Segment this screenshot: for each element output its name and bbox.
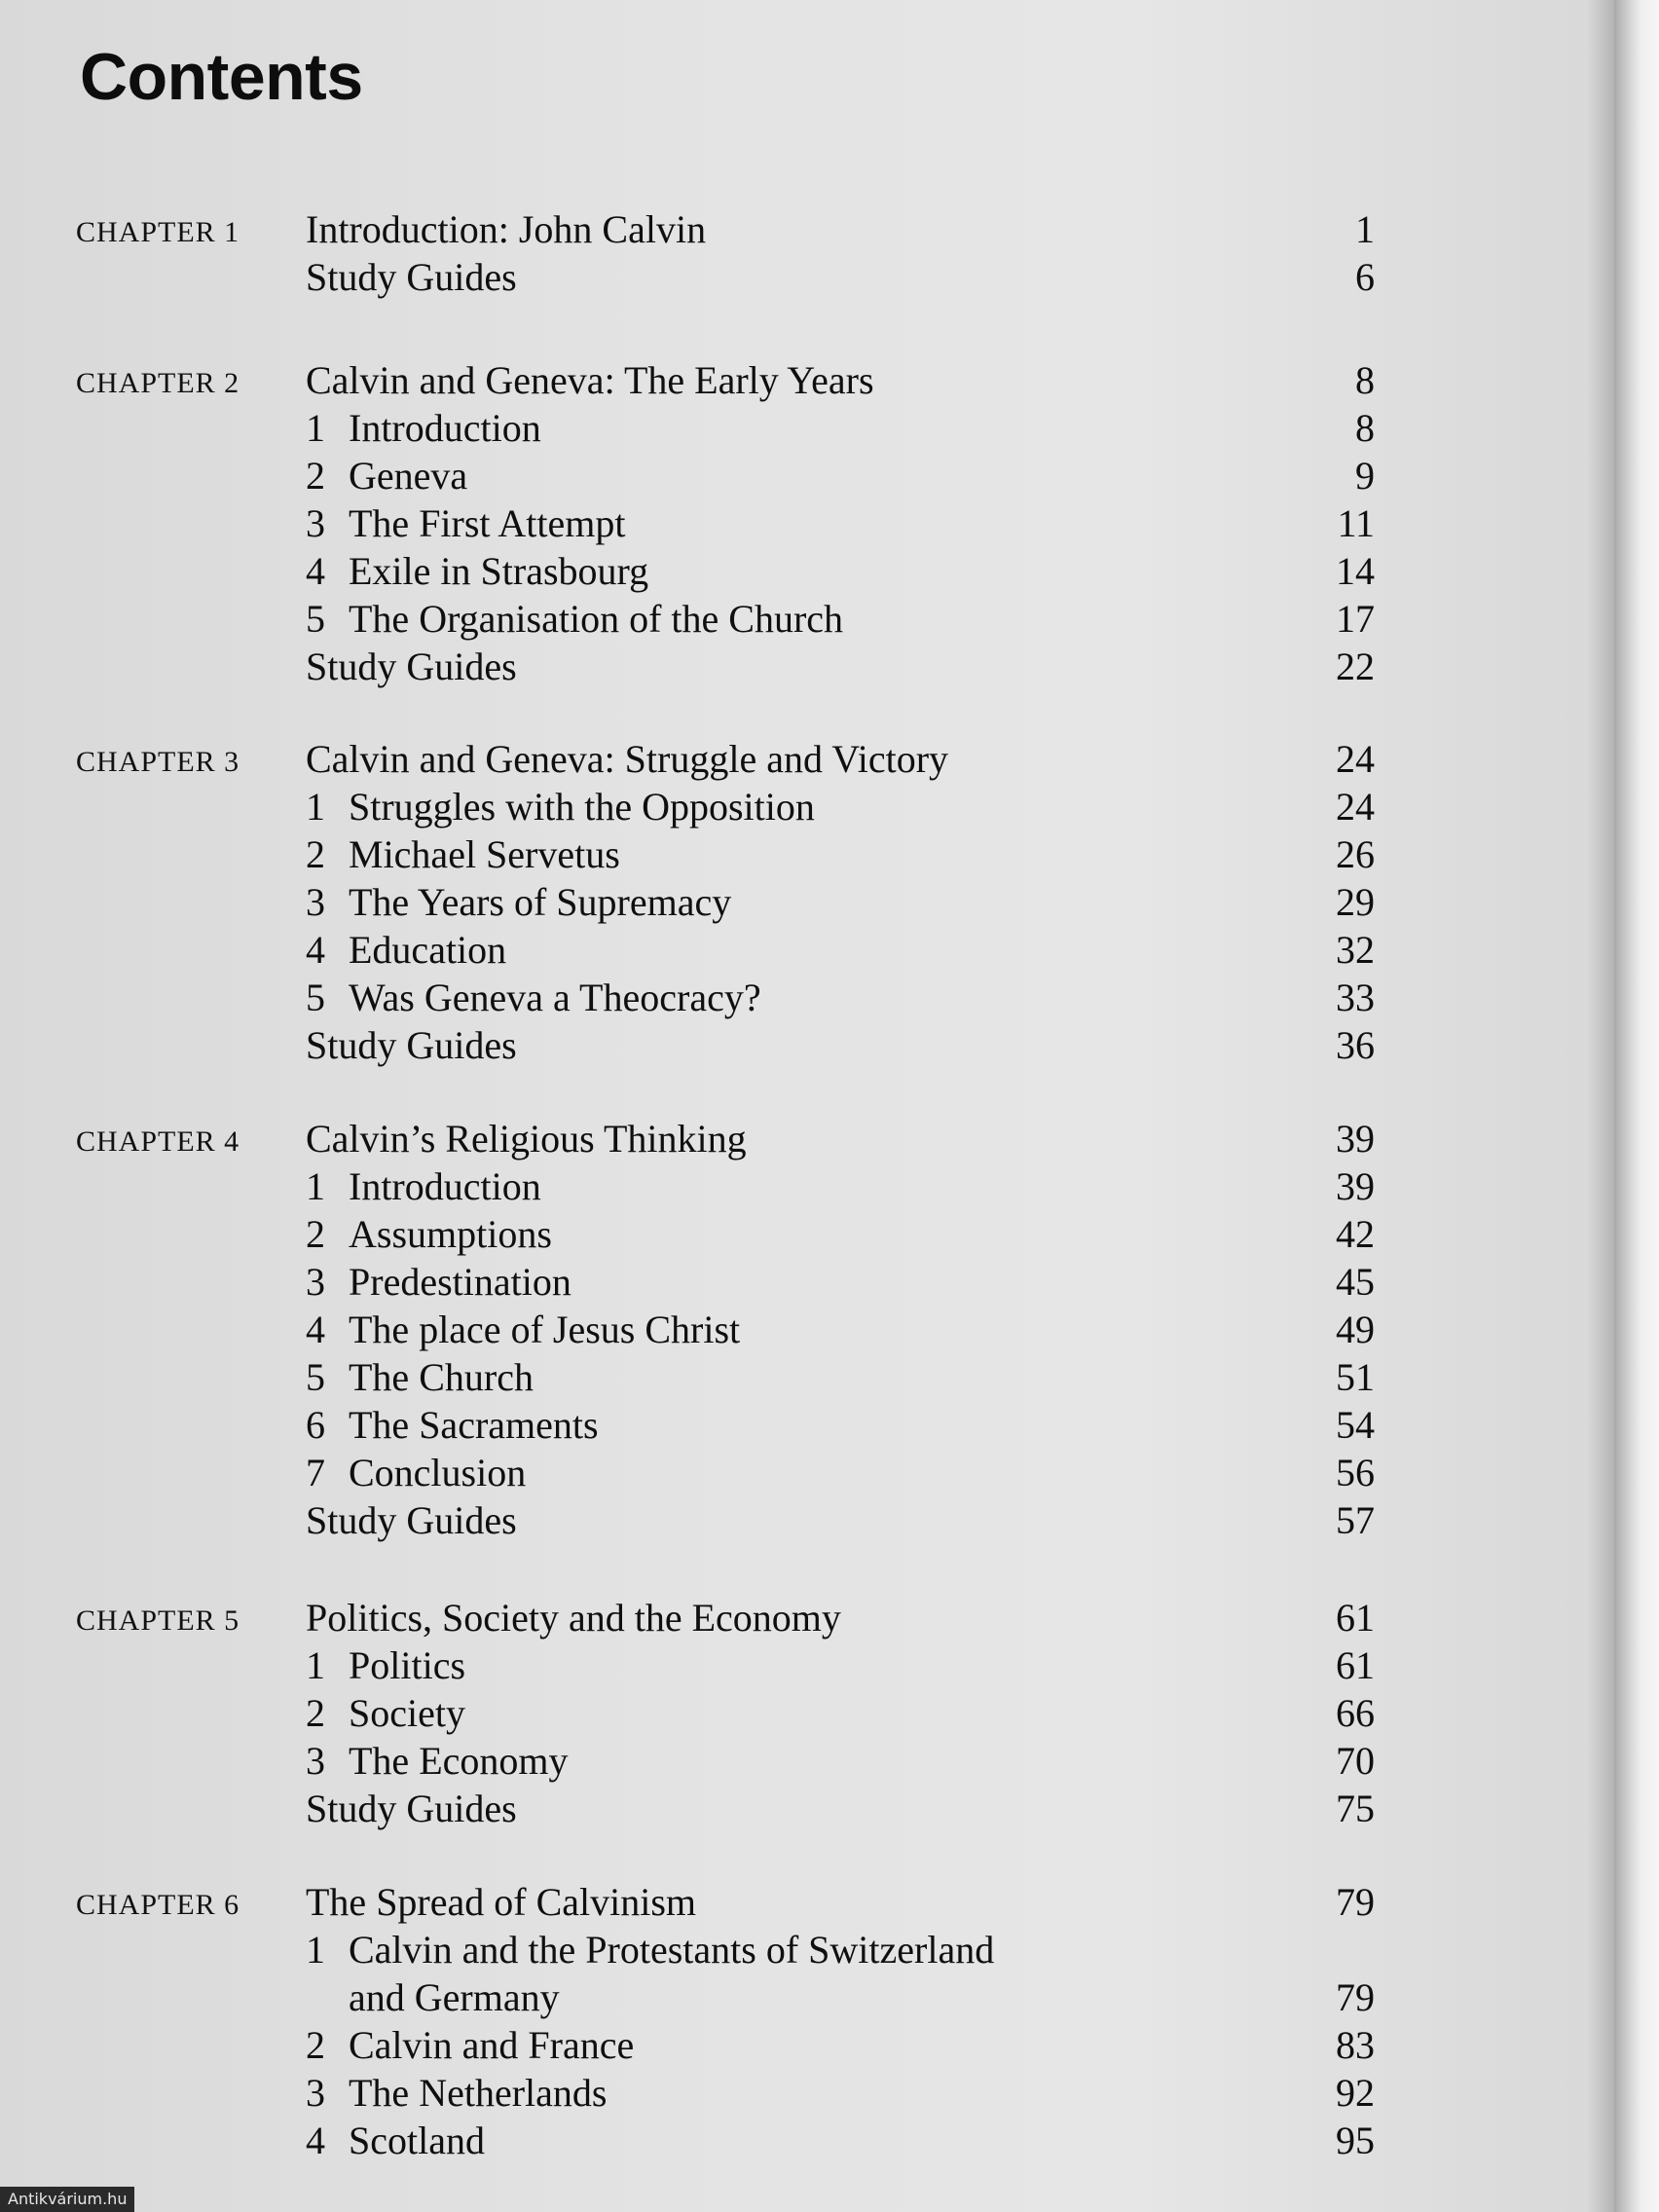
chapter-label: CHAPTER 5 [76, 1604, 240, 1637]
toc-entry [306, 453, 467, 498]
page-number: 45 [1336, 1260, 1375, 1304]
page-number: 61 [1336, 1596, 1375, 1640]
section-number: 1 [306, 785, 325, 829]
chapter-label: CHAPTER 4 [76, 1125, 240, 1158]
entry-text: Assumptions [349, 1212, 552, 1256]
page-number: 54 [1336, 1403, 1375, 1447]
entry-text: Calvin and Geneva: The Early Years [306, 358, 874, 402]
section-number: 3 [306, 1739, 325, 1783]
entry-text: The place of Jesus Christ [349, 1308, 741, 1351]
entry-text: Scotland [349, 2119, 485, 2162]
section-number: 5 [306, 1355, 325, 1399]
section-number: 2 [306, 454, 325, 498]
toc-entry [306, 254, 517, 300]
page-number: 57 [1336, 1498, 1375, 1542]
entry-text: The Netherlands [349, 2071, 608, 2115]
page-number: 83 [1336, 2023, 1375, 2067]
page-number: 70 [1336, 1739, 1375, 1783]
toc-entry [306, 1786, 517, 1831]
toc-entry [306, 784, 815, 830]
page-number: 79 [1336, 1975, 1375, 2019]
entry-text: and Germany [349, 1975, 560, 2019]
entry-text: Calvin and the Protestants of Switzerland [349, 1928, 995, 1972]
toc-entry [306, 1974, 560, 2020]
entry-text: The Church [349, 1355, 534, 1399]
page-number: 29 [1336, 880, 1375, 924]
page-edge [1614, 0, 1659, 2212]
section-number: 5 [306, 597, 325, 641]
toc-entry [306, 1497, 517, 1543]
section-number: 1 [306, 1928, 325, 1972]
page-title: Contents [80, 40, 363, 114]
section-number: 4 [306, 549, 325, 593]
page-number: 8 [1355, 406, 1375, 450]
toc-entry [306, 1450, 526, 1495]
toc-entry [306, 1402, 599, 1448]
entry-text: Michael Servetus [349, 832, 620, 876]
page-number: 11 [1337, 501, 1375, 545]
toc-entry [306, 879, 731, 925]
page-number: 24 [1336, 785, 1375, 829]
section-number: 4 [306, 1308, 325, 1351]
toc-entry [306, 548, 648, 594]
page-number: 49 [1336, 1308, 1375, 1351]
toc-entry [306, 1259, 571, 1305]
toc-entry [306, 1022, 517, 1068]
section-number: 4 [306, 928, 325, 972]
entry-text: Calvin’s Religious Thinking [306, 1117, 747, 1161]
toc-entry [306, 1163, 541, 1209]
page-number: 95 [1336, 2119, 1375, 2162]
section-number: 2 [306, 832, 325, 876]
toc-entry [306, 596, 843, 642]
entry-text: Introduction: John Calvin [306, 207, 707, 251]
page-number: 66 [1336, 1691, 1375, 1735]
toc-entry [306, 1927, 994, 1972]
section-number: 1 [306, 406, 325, 450]
entry-text: Exile in Strasbourg [349, 549, 649, 593]
section-number: 3 [306, 501, 325, 545]
page-number: 39 [1336, 1117, 1375, 1161]
toc-entry [306, 927, 506, 973]
section-number: 7 [306, 1451, 325, 1494]
page-number: 14 [1336, 549, 1375, 593]
entry-text: Calvin and France [349, 2023, 635, 2067]
toc-entry [306, 405, 541, 451]
entry-text: The Economy [349, 1739, 569, 1783]
page-number: 75 [1336, 1787, 1375, 1830]
entry-text: Conclusion [349, 1451, 527, 1494]
page-number: 51 [1336, 1355, 1375, 1399]
toc-entry [306, 2022, 634, 2068]
chapter-title [306, 1116, 747, 1161]
toc-entry [306, 1307, 740, 1352]
entry-text: Study Guides [306, 1498, 517, 1542]
toc-entry [306, 2118, 485, 2163]
page-number: 24 [1336, 737, 1375, 781]
entry-text: The Organisation of the Church [349, 597, 844, 641]
page-number: 8 [1355, 358, 1375, 402]
chapter-label: CHAPTER 1 [76, 216, 240, 248]
chapter-title [306, 1879, 696, 1925]
section-number: 3 [306, 1260, 325, 1304]
entry-text: The Years of Supremacy [349, 880, 732, 924]
entry-text: Study Guides [306, 1787, 517, 1830]
section-number: 2 [306, 2023, 325, 2067]
watermark: Antikvárium.hu [0, 2187, 134, 2212]
page-number: 33 [1336, 976, 1375, 1019]
chapter-label: CHAPTER 2 [76, 367, 240, 399]
page-number: 1 [1355, 207, 1375, 251]
section-number: 3 [306, 2071, 325, 2115]
entry-text: Society [349, 1691, 465, 1735]
toc-entry [306, 1642, 465, 1688]
entry-text: Education [349, 928, 507, 972]
toc-entry [306, 1690, 465, 1736]
section-number: 1 [306, 1643, 325, 1687]
section-number: 2 [306, 1691, 325, 1735]
page-number: 42 [1336, 1212, 1375, 1256]
toc-entry [306, 500, 625, 546]
section-number: 4 [306, 2119, 325, 2162]
page-number: 17 [1336, 597, 1375, 641]
chapter-title [306, 206, 706, 252]
page-number: 61 [1336, 1643, 1375, 1687]
entry-text: Struggles with the Opposition [349, 785, 815, 829]
page-number: 39 [1336, 1164, 1375, 1208]
chapter-title [306, 736, 948, 782]
chapter-title [306, 1595, 841, 1641]
entry-text: Geneva [349, 454, 468, 498]
entry-text: Study Guides [306, 645, 517, 688]
entry-text: Politics, Society and the Economy [306, 1596, 841, 1640]
entry-text: The First Attempt [349, 501, 626, 545]
page-number: 79 [1336, 1880, 1375, 1924]
page-number: 92 [1336, 2071, 1375, 2115]
chapter-label: CHAPTER 3 [76, 746, 240, 778]
section-number: 1 [306, 1164, 325, 1208]
section-number: 5 [306, 976, 325, 1019]
entry-text: Study Guides [306, 1023, 517, 1067]
entry-text: The Sacraments [349, 1403, 599, 1447]
entry-text: Calvin and Geneva: Struggle and Victory [306, 737, 949, 781]
section-number: 2 [306, 1212, 325, 1256]
entry-text: Was Geneva a Theocracy? [349, 976, 761, 1019]
page-number: 56 [1336, 1451, 1375, 1494]
page-number: 32 [1336, 928, 1375, 972]
toc-entry [306, 2070, 607, 2116]
chapter-label: CHAPTER 6 [76, 1889, 240, 1921]
chapter-title [306, 357, 874, 403]
toc-entry [306, 1354, 534, 1400]
entry-text: The Spread of Calvinism [306, 1880, 697, 1924]
toc-entry [306, 975, 761, 1020]
section-number: 3 [306, 880, 325, 924]
toc-entry [306, 1211, 552, 1257]
page-number: 6 [1355, 255, 1375, 299]
toc-entry [306, 831, 620, 877]
section-number: 6 [306, 1403, 325, 1447]
gutter-shadow [1587, 0, 1614, 2212]
entry-text: Study Guides [306, 255, 517, 299]
entry-text: Introduction [349, 1164, 541, 1208]
entry-text: Predestination [349, 1260, 571, 1304]
entry-text: Politics [349, 1643, 466, 1687]
toc-entry [306, 644, 517, 689]
entry-text: Introduction [349, 406, 541, 450]
page-number: 22 [1336, 645, 1375, 688]
page-number: 9 [1355, 454, 1375, 498]
toc-entry [306, 1738, 569, 1784]
page-number: 26 [1336, 832, 1375, 876]
page-number: 36 [1336, 1023, 1375, 1067]
